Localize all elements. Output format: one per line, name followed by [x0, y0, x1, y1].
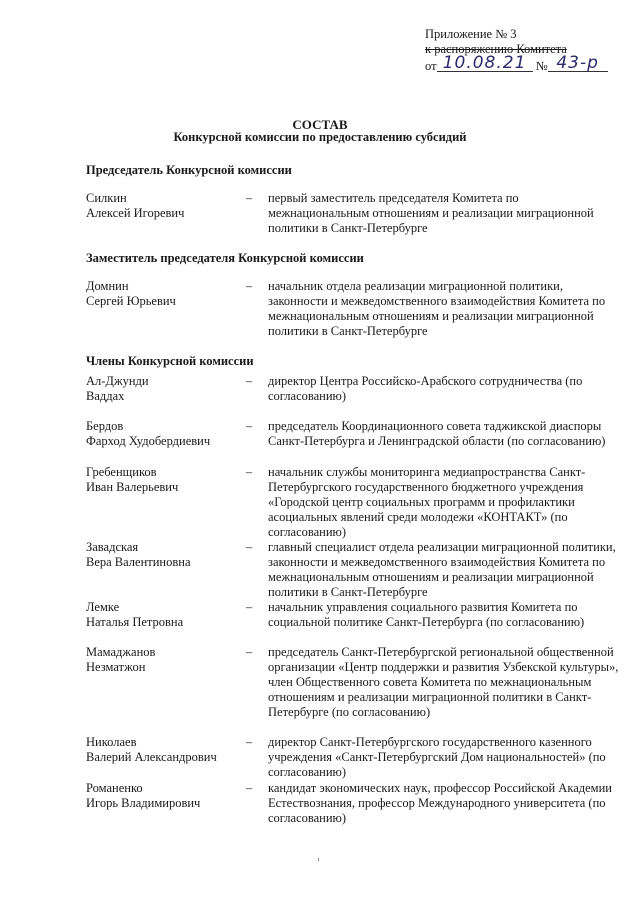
member-name — [86, 374, 236, 404]
handwritten-number: 43-р — [548, 56, 608, 72]
handwritten-date: 10.08.21 — [437, 56, 533, 72]
member-given-name: Алексей Игоревич — [86, 206, 185, 220]
member-name — [86, 781, 236, 811]
member-name — [86, 465, 236, 495]
member-position: директор Центра Российско-Арабского сотрудничества (по согласованию) — [268, 374, 583, 403]
member-name — [86, 645, 236, 675]
member-surname: Бердов — [86, 419, 124, 433]
member-name — [86, 600, 236, 630]
member-given-name: Наталья Петровна — [86, 615, 184, 629]
member-surname: Гребенщиков — [86, 465, 157, 479]
page-mark — [318, 858, 319, 861]
member-given-name: Фарход Худобердиевич — [86, 434, 211, 448]
annex-line-1: Приложение № 3 — [425, 27, 517, 41]
member-given-name: Иван Валерьевич — [86, 480, 179, 494]
member-name — [86, 419, 236, 449]
member-surname: Завадская — [86, 540, 139, 554]
dash: – — [245, 191, 253, 205]
section-heading-chair: Председатель Конкурсной комиссии — [86, 163, 292, 177]
dash: – — [245, 540, 253, 554]
section-heading-deputy: Заместитель председателя Конкурсной комиссии — [86, 251, 364, 265]
member-position: кандидат экономических наук, профессор Российской Академии Естествознания, профессор Международного университета (по согласованию) — [268, 781, 612, 825]
member-surname: Николаев — [86, 735, 137, 749]
dash: – — [245, 645, 253, 659]
member-position: директор Санкт-Петербургского государственного казенного учреждения «Санкт-Петербургский Дом национальностей» (по согласованию) — [268, 735, 606, 779]
member-given-name: Ваддах — [86, 389, 125, 403]
annex-from-label: от — [425, 59, 437, 73]
member-given-name: Сергей Юрьевич — [86, 294, 176, 308]
member-position: главный специалист отдела реализации миграционной политики, законности и межведомственного взаимодействия Комитета по межнациональным отношениям и реализации миграционной политики в Санкт-Петербурге — [268, 540, 616, 599]
dash: – — [245, 465, 253, 479]
member-surname: Силкин — [86, 191, 127, 205]
dash: – — [245, 735, 253, 749]
annex-block — [425, 27, 625, 74]
member-position: первый заместитель председателя Комитета по межнациональным отношениям и реализации миграционной политики в Санкт-Петербурге — [268, 191, 594, 235]
member-position: председатель Санкт-Петербургской региональной общественной организации «Центр поддержки и развития Узбекской культуры», член Общественного совета Комитета по межнациональным отношениям и реализации миграционной политики в Санкт-Петербурге (по согласованию) — [268, 645, 619, 719]
member-position: начальник управления социального развития Комитета по социальной политике Санкт-Петербурга (по согласованию) — [268, 600, 585, 629]
member-surname: Мамаджанов — [86, 645, 156, 659]
member-position: председатель Координационного совета таджикской диаспоры Санкт-Петербурга и Ленинградской области (по согласованию) — [268, 419, 606, 448]
member-name — [86, 279, 236, 309]
member-surname: Ал-Джунди — [86, 374, 149, 388]
member-surname: Домнин — [86, 279, 129, 293]
member-name — [86, 735, 236, 765]
dash: – — [245, 781, 253, 795]
section-heading-members: Члены Конкурсной комиссии — [86, 354, 254, 368]
member-given-name: Вера Валентиновна — [86, 555, 191, 569]
member-given-name: Валерий Александрович — [86, 750, 217, 764]
member-given-name: Незматжон — [86, 660, 146, 674]
member-surname: Лемке — [86, 600, 120, 614]
member-position: начальник отдела реализации миграционной политики, законности и межведомственного взаимодействия Комитета по межнациональным отношениям и реализации миграционной политики в Санкт-Петербурге — [268, 279, 606, 338]
dash: – — [245, 374, 253, 388]
dash: – — [245, 600, 253, 614]
document-title: СОСТАВ — [292, 117, 348, 132]
annex-number-label: № — [535, 59, 548, 73]
annex-line-date — [425, 53, 625, 74]
member-position: начальник службы мониторинга медиапространства Санкт-Петербургского государственного бюджетного учреждения «Городской центр социальных программ и профилактики асоциальных явлений среди молодежи «КОНТАКТ» (по согласованию) — [268, 465, 586, 539]
member-given-name: Игорь Владимирович — [86, 796, 201, 810]
annex-line-2: к распоряжению Комитета — [425, 42, 567, 56]
member-name — [86, 191, 236, 221]
dash: – — [245, 419, 253, 433]
member-surname: Романенко — [86, 781, 143, 795]
member-name — [86, 540, 236, 570]
dash: – — [245, 279, 253, 293]
document-subtitle: Конкурсной комиссии по предоставлению субсидий — [173, 130, 467, 144]
